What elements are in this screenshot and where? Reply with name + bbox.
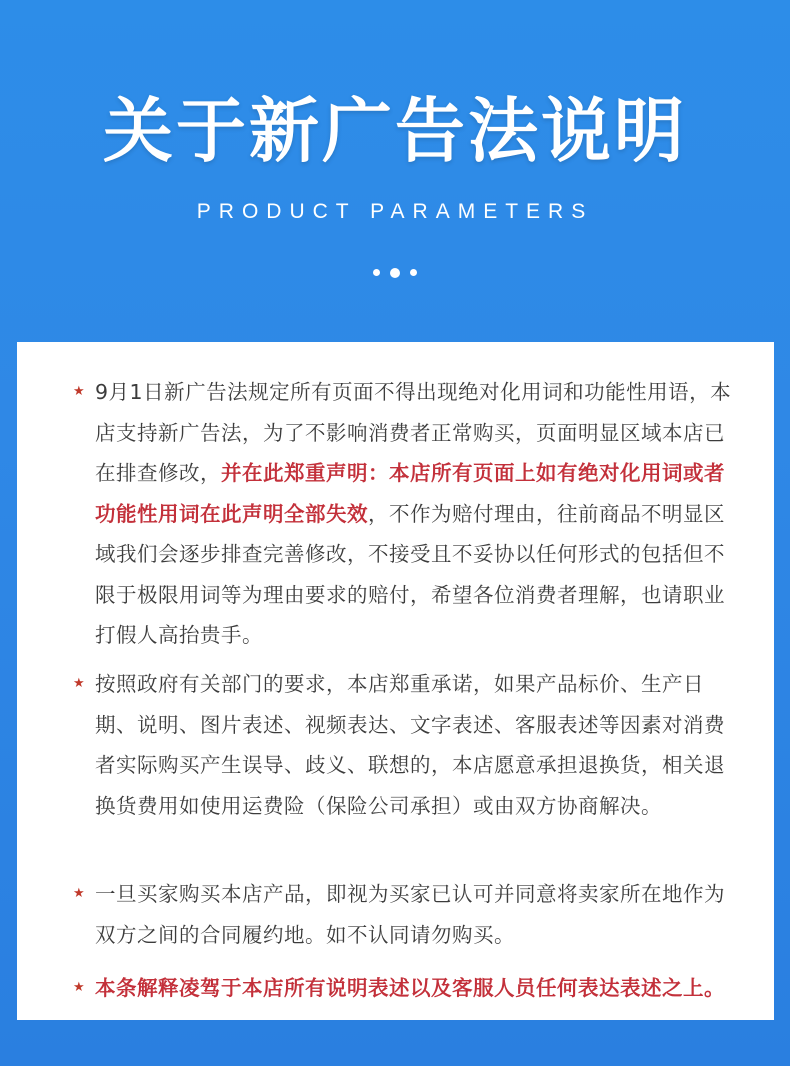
decorative-dots [0, 262, 790, 276]
notice-text: 一旦买家购买本店产品，即视为买家已认可并同意将卖家所在地作为双方之间的合同履约地。如不认同请勿购买。 [95, 882, 725, 947]
notice-item-3 [73, 874, 735, 955]
dot-icon [410, 269, 417, 276]
header [0, 0, 790, 340]
notice-card [17, 342, 774, 1020]
dot-icon [373, 269, 380, 276]
star-icon: ★ [73, 676, 85, 691]
notice-item-2 [73, 664, 735, 826]
page-title: 关于新广告法说明 [103, 90, 687, 172]
text-segment: 9月1日新广告法规定所有页面不得出现绝对化用词和功能性用语，本店支持新广告法，为了不影响消费者正常购买，页面明显区域本店已在排查修改， [95, 380, 732, 485]
text-segment: ，不作为赔付理由，往前商品不明显区域我们会逐步排查完善修改，不接受且不妥协以任何形式的包括但不限于极限用词等为理由要求的赔付，希望各位消费者理解，也请职业打假人高抬贵手。 [95, 501, 725, 647]
notice-item-1 [73, 372, 735, 656]
dot-icon [390, 268, 400, 278]
highlight-text: 并在此郑重声明：本店所有页面上如有绝对化用词或者功能性用词在此声明全部失效 [95, 461, 725, 526]
page-subtitle: PRODUCT PARAMETERS [196, 200, 594, 223]
star-icon: ★ [73, 384, 85, 399]
notice-text [95, 372, 735, 656]
notice-highlight-text: 本条解释凌驾于本店所有说明表述以及客服人员任何表达表述之上。 [95, 976, 725, 1000]
notice-text: 按照政府有关部门的要求，本店郑重承诺，如果产品标价、生产日期、说明、图片表述、视频表达、文字表述、客服表述等因素对消费者实际购买产生误导、歧义、联想的，本店愿意承担退换货，相关退换货费用如使用运费险（保险公司承担）或由双方协商解决。 [95, 672, 725, 818]
notice-item-4 [73, 968, 735, 1009]
star-icon: ★ [73, 886, 85, 901]
star-icon: ★ [73, 980, 85, 995]
